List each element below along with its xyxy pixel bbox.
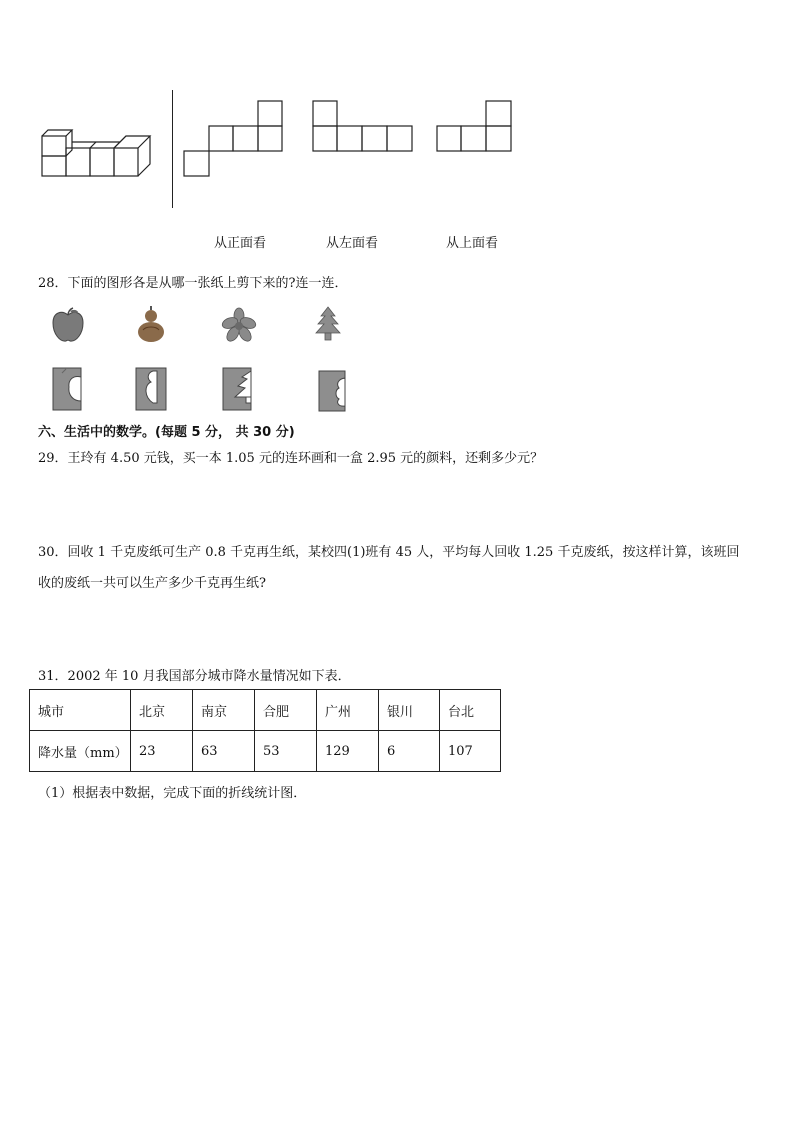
table-row: [30, 731, 501, 772]
question-31: 31．2002 年 10 月我国部分城市降水量情况如下表．: [38, 669, 351, 684]
question-29: 29．王玲有 4.50 元钱，买一本 1.05 元的连环画和一盒 2.95 元的颜料，还剩多少元？: [38, 451, 544, 466]
table-cell: 63: [193, 731, 255, 772]
table-cell: 南京: [193, 690, 255, 731]
question-28: 28．下面的图形各是从哪一张纸上剪下来的?连一连．: [38, 276, 348, 291]
question-30-line-2: 收的废纸一共可以生产多少千克再生纸?: [38, 576, 266, 591]
top-view-figure: [435, 100, 515, 154]
table-row: [30, 690, 501, 731]
table-cell: 6: [379, 731, 440, 772]
table-cell: 107: [440, 731, 501, 772]
divider-line: [172, 90, 173, 208]
flower-icon: [221, 307, 257, 343]
left-view-figure: [311, 100, 415, 154]
table-cell: 合肥: [255, 690, 317, 731]
question-31-sub-1: （1）根据表中数据，完成下面的折线统计图．: [38, 786, 307, 801]
table-cell: 23: [131, 731, 193, 772]
rainfall-table: [29, 689, 501, 772]
cut-paper-4: [318, 370, 346, 412]
front-view-label: 从正面看: [214, 236, 267, 251]
table-cell: 53: [255, 731, 317, 772]
cut-paper-1: [52, 367, 82, 411]
table-cell: 城市: [30, 690, 131, 731]
table-cell: 北京: [131, 690, 193, 731]
table-cell: 降水量（mm）: [30, 731, 131, 772]
cube-stack-figure: [40, 128, 155, 180]
top-view-label: 从上面看: [446, 236, 499, 251]
table-cell: 广州: [317, 690, 379, 731]
apple-icon: [50, 306, 86, 344]
table-cell: 银川: [379, 690, 440, 731]
cut-paper-2: [135, 367, 167, 411]
question-30-line-1: 30．回收 1 千克废纸可生产 0.8 千克再生纸，某校四(1)班有 45 人，平均每人回收 1.25 千克废纸，按这样计算，该班回: [38, 545, 740, 560]
left-view-label: 从左面看: [326, 236, 379, 251]
gourd-icon: [134, 304, 168, 344]
section-6-title: 六、生活中的数学。(每题 5 分， 共 30 分): [38, 425, 295, 440]
cut-paper-3: [222, 367, 252, 411]
front-view-figure: [182, 100, 284, 178]
tree-icon: [313, 305, 343, 343]
table-cell: 台北: [440, 690, 501, 731]
table-cell: 129: [317, 731, 379, 772]
